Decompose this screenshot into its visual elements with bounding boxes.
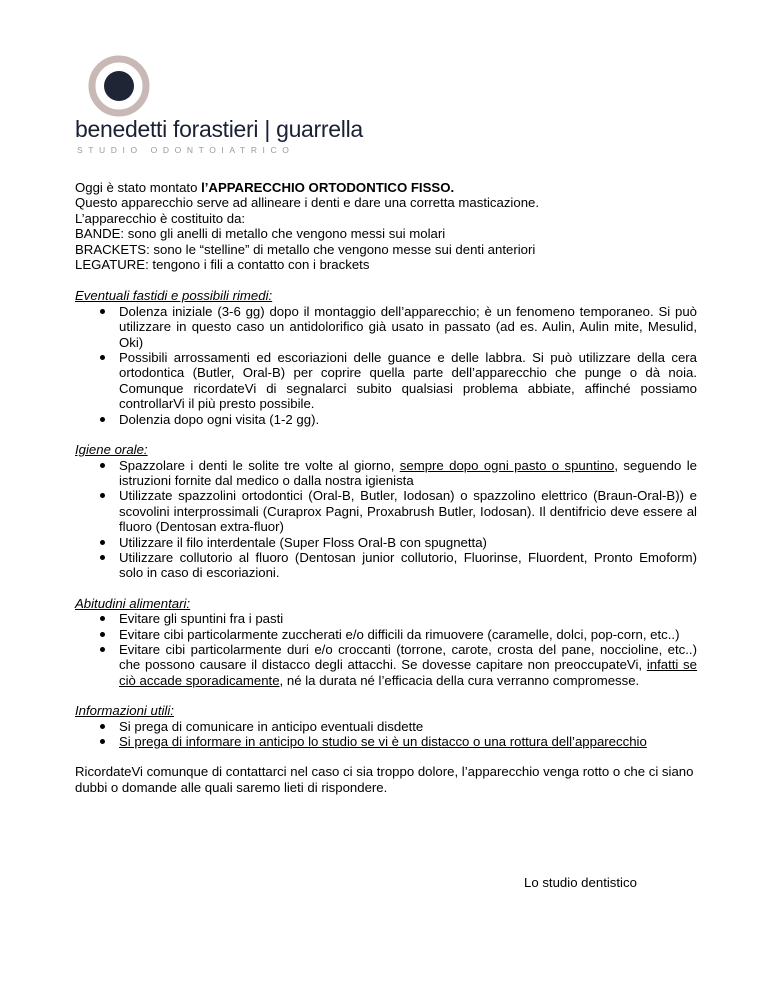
list-item: Evitare gli spuntini fra i pasti xyxy=(75,611,697,626)
section-fastidi xyxy=(75,288,697,427)
intro-line: Questo apparecchio serve ad allineare i denti e dare una corretta masticazione. xyxy=(75,195,540,211)
intro-text: Oggi è stato montato xyxy=(75,180,202,195)
intro-bold: l’APPARECCHIO ORTODONTICO FISSO. xyxy=(201,180,455,195)
list-item: Utilizzare il filo interdentale (Super Floss Oral-B con spugnetta) xyxy=(75,535,697,550)
section-title: Abitudini alimentari: xyxy=(75,595,191,611)
section-abitudini xyxy=(75,596,697,688)
list-item: Dolenzia dopo ogni visita (1-2 gg). xyxy=(75,412,697,427)
item-text: , né la durata né l’efficacia della cura verranno compromesse. xyxy=(279,672,640,688)
list-item: Si prega di comunicare in anticipo eventuali disdette xyxy=(75,719,697,734)
list-item: Utilizzare collutorio al fluoro (Dentosan junior collutorio, Fluorinse, Fluordent, Pronto Emoform) solo in caso di escoriazioni. xyxy=(75,550,697,581)
section-title: Informazioni utili: xyxy=(75,703,174,719)
list-item xyxy=(75,458,697,489)
list-item xyxy=(75,642,697,688)
item-text: Evitare cibi particolarmente duri e/o croccanti (torrone, carote, crosta del pane, noccioline, etc..) che possono causare il distacco degli attacchi. Se dovesse capitare non preoccupateVi, xyxy=(119,641,697,673)
list-item: Evitare cibi particolarmente zuccherati e/o difficili da rimuovere (caramelle, dolci, pop-corn, etc..) xyxy=(75,627,697,642)
bullet-list xyxy=(75,458,697,581)
bullet-list xyxy=(75,719,697,750)
item-text: , seguendo le istruzioni fornite dal medico o dalla nostra igienista xyxy=(119,457,697,488)
brand-name: benedetti forastieri | guarrella xyxy=(75,116,363,142)
list-item: Si prega di informare in anticipo lo studio se vi è un distacco o una rottura dell’apparecchio xyxy=(75,734,697,749)
list-item: Possibili arrossamenti ed escoriazioni delle guance e delle labbra. Si può utilizzare della cera ortodontica (Butler, Oral-B) per coprire quella parte dell’apparecchio che punge o dà noia. Comunque ricordateVi di segnalarci subito qualsiasi problema abbiate, affinché possiamo controllarVi il più presto possibile. xyxy=(75,350,697,412)
intro-block xyxy=(75,180,697,272)
section-igiene xyxy=(75,442,697,581)
section-informazioni xyxy=(75,703,697,749)
signature: Lo studio dentistico xyxy=(524,875,637,890)
logo-icon xyxy=(88,55,150,117)
list-item: Utilizzate spazzolini ortodontici (Oral-B, Butler, Iodosan) o spazzolino elettrico (Braun-Oral-B)) e scovolini interprossimali (Curaprox Pagni, Proxabrush Butler, Iodosan). Il dentifricio deve essere al fluoro (Dentosan extra-fluor) xyxy=(75,488,697,534)
list-item: Dolenza iniziale (3-6 gg) dopo il montaggio dell’apparecchio; è un fenomeno temporaneo. Si può utilizzare in questo caso un antidolorifico già usato in passato (ad es. Aulin, Aulin mite, Mesulid, Oki) xyxy=(75,304,697,350)
intro-line xyxy=(75,180,697,195)
intro-line: BANDE: sono gli anelli di metallo che vengono messi sui molari xyxy=(75,226,446,242)
intro-line: LEGATURE: tengono i fili a contatto con i brackets xyxy=(75,257,370,273)
section-title: Igiene orale: xyxy=(75,442,148,458)
section-title: Eventuali fastidi e possibili rimedi: xyxy=(75,288,273,304)
intro-line: L’apparecchio è costituito da: xyxy=(75,210,246,226)
intro-line: BRACKETS: sono le “stelline” di metallo che vengono messe sui denti anteriori xyxy=(75,241,536,257)
brand-subtitle: STUDIO ODONTOIATRICO xyxy=(77,145,295,155)
bullet-list xyxy=(75,611,697,688)
document-body xyxy=(75,180,697,795)
closing-paragraph: RicordateVi comunque di contattarci nel caso ci sia troppo dolore, l’apparecchio venga rotto o che ci siano dubbi o domande alle quali saremo lieti di rispondere. xyxy=(75,764,694,795)
item-emphasis: infatti se ciò accade sporadicamente xyxy=(119,657,697,688)
bullet-list xyxy=(75,304,697,427)
item-text: Spazzolare i denti le solite tre volte al giorno, xyxy=(119,457,400,473)
item-emphasis: sempre dopo ogni pasto o spuntino xyxy=(399,457,615,473)
